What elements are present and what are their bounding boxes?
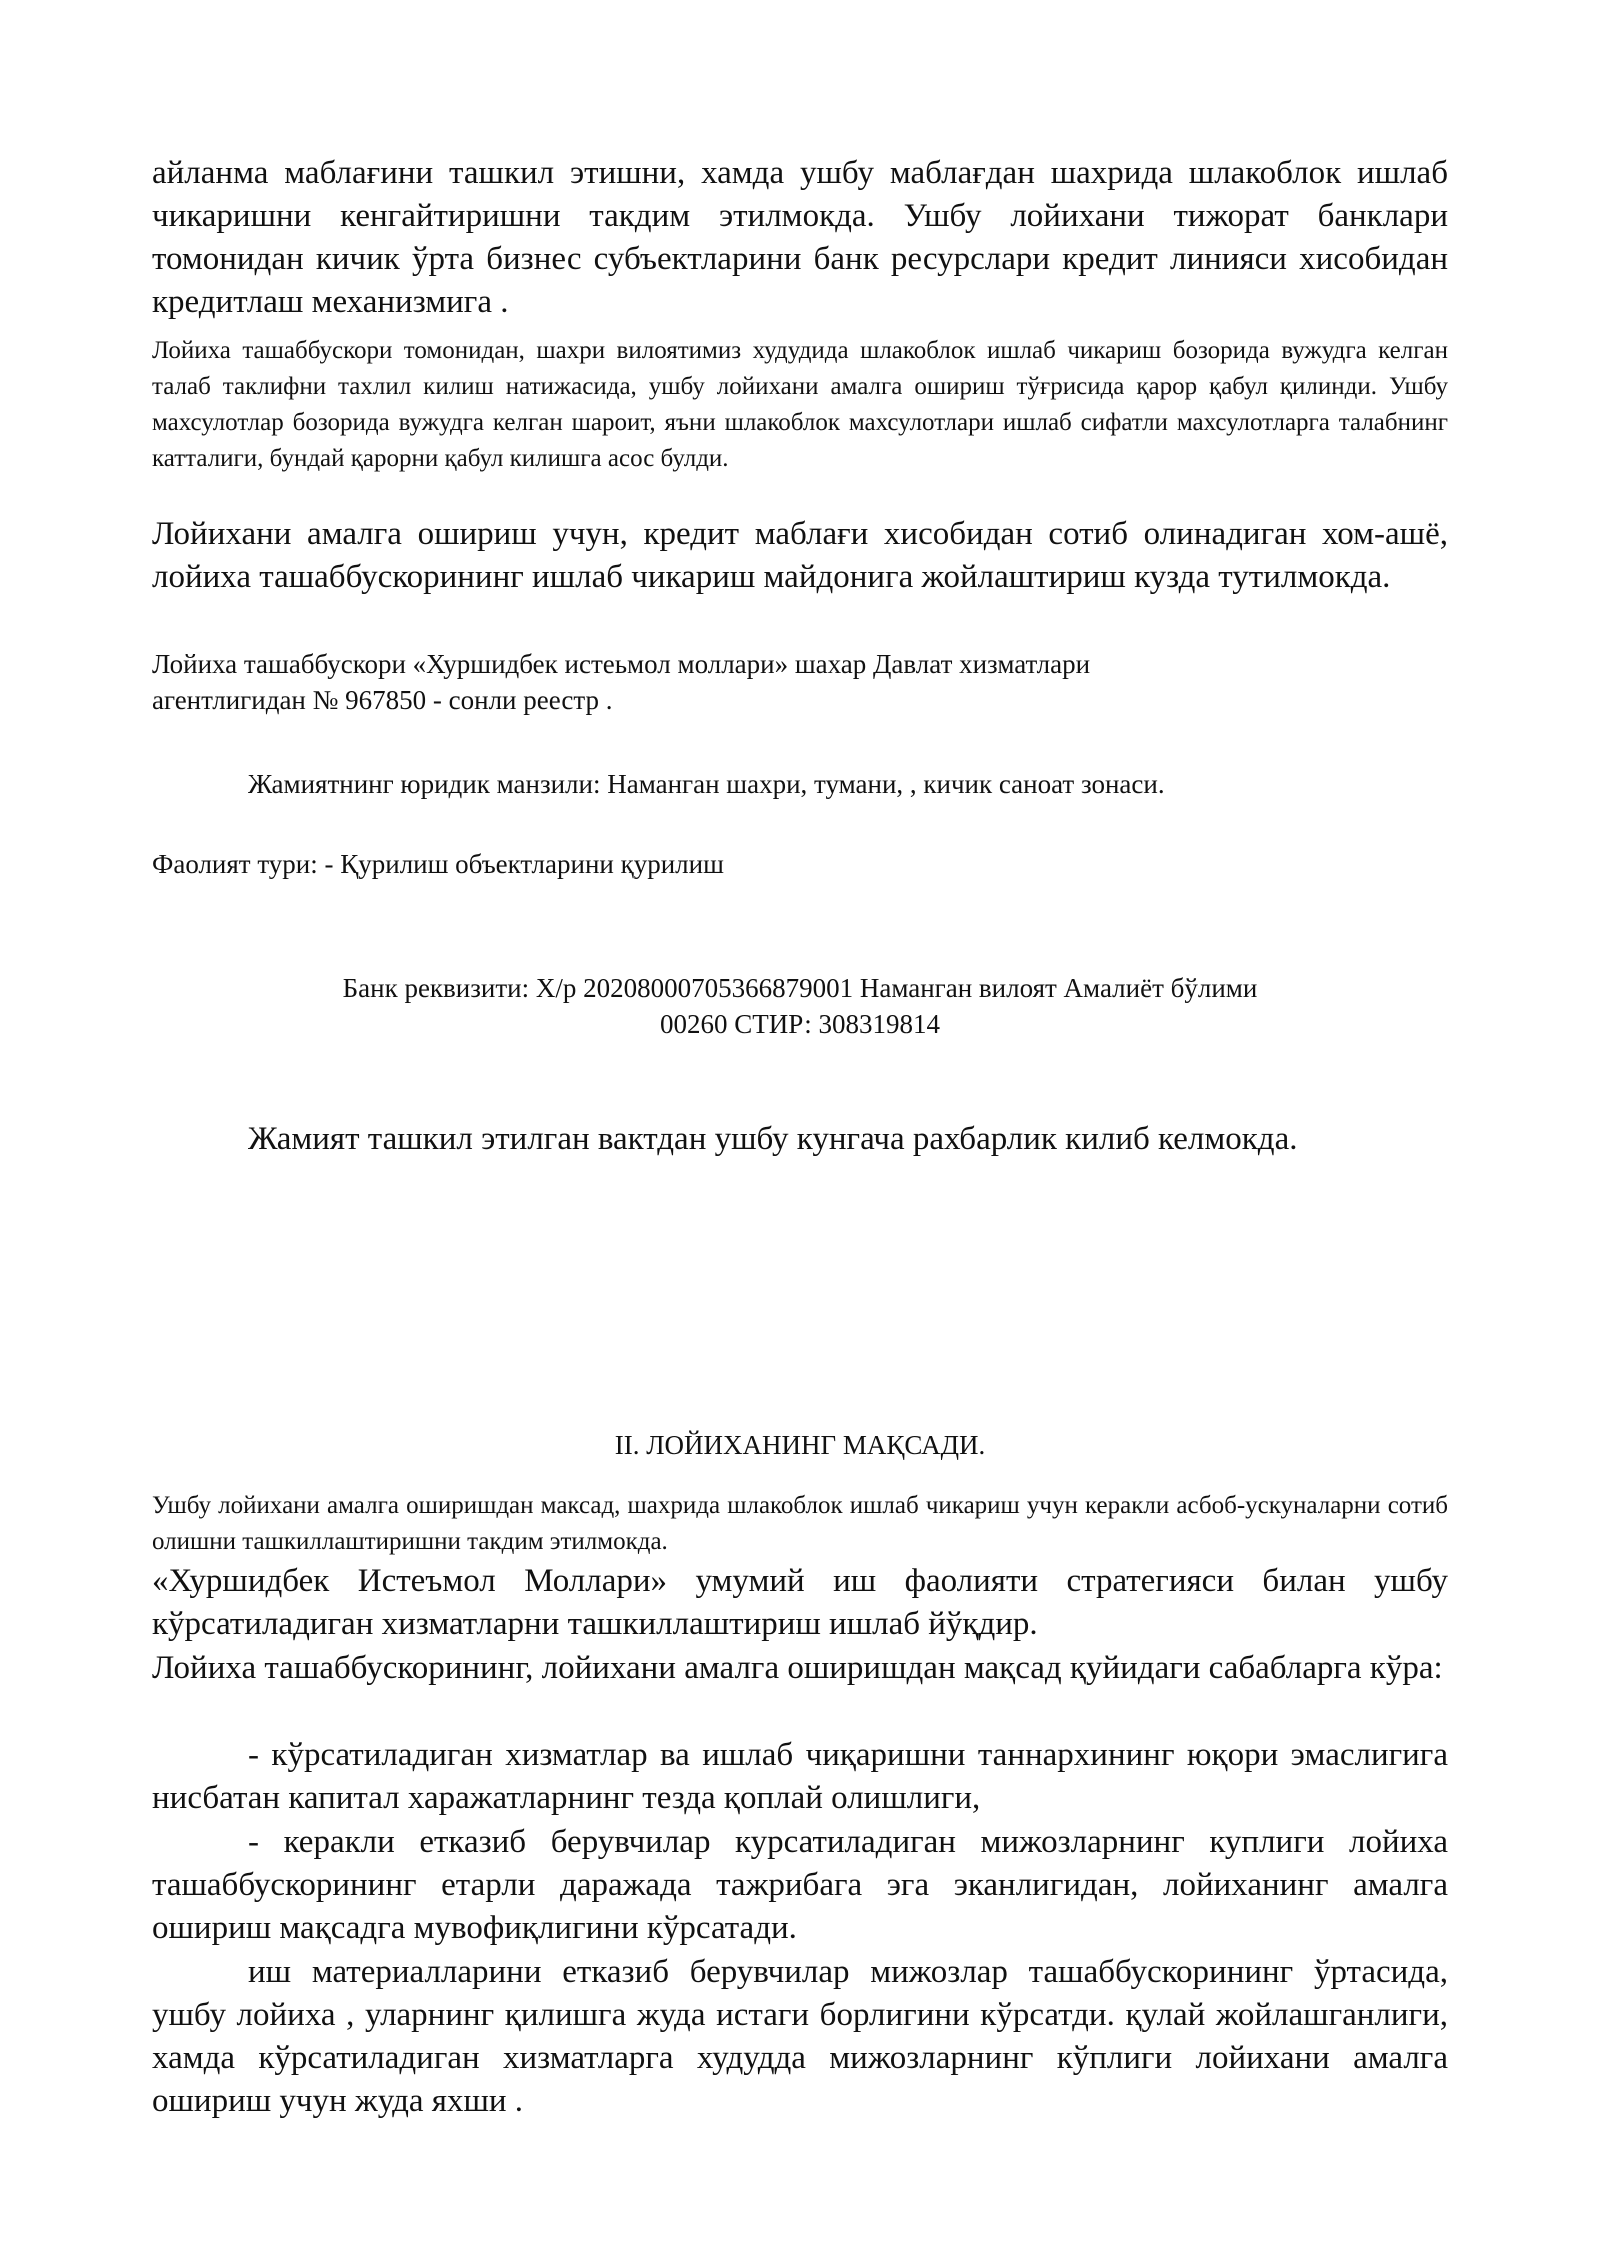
section-heading: II. ЛОЙИХАНИНГ МАҚСАДИ. <box>614 1430 986 1460</box>
paragraph-goal: Ушбу лойихани амалга оширишдан максад, шахрида шлакоблок ишлаб чикариш учун керакли асбоб-ускуналарни сотиб олишни ташкиллаштиришни такдим этилмокда. <box>152 1492 1448 1555</box>
paragraph-decision: Лойиха ташаббускори томонидан, шахри вилоятимиз худудида шлакоблок ишлаб чикариш бозорида вужудга келган талаб таклифни тахлил килиш натижасида, ушбу лойихани амалга ошириш тўғрисида қарор қабул қилинди. Ушбу махсулотлар бозорида вужудга келган шароит, яъни шлакоблок махсулотлари ишлаб сифатли махсулотларга талабнинг катталиги, бундай қарорни қабул килишга асос булди. <box>152 337 1448 472</box>
paragraph-reason-2: - керакли етказиб берувчилар курсатиладиган мижозларнинг куплиги лойиха ташаббускорининг етарли даражада тажрибага эга эканлигидан, лойиханинг амалга ошириш мақсадга мувофиқлигини кўрсатади. <box>152 1824 1448 1946</box>
paragraph-suppliers: иш материалларини етказиб берувчилар мижозлар ташаббускорининг ўртасида, ушбу лойиха , уларнинг қилишга жуда истаги борлигини кўрсатди. қулай жойлашганлиги, хамда кўрсатиладиган хизматларга худудда мижозларнинг кўплиги лойихани амалга ошириш учун жуда яхши . <box>152 1954 1448 2119</box>
paragraph-management: Жамият ташкил этилган вактдан ушбу кунгача рахбарлик килиб келмокда. <box>248 1121 1298 1157</box>
paragraph-reasons: Лойиха ташаббускорининг, лойихани амалга оширишдан мақсад қуйидаги сабабларга кўра: <box>152 1650 1443 1686</box>
registry-line-2: агентлигидан № 967850 - сонли реестр . <box>152 685 613 715</box>
paragraph-registry <box>152 646 1448 718</box>
paragraph-working-capital: айланма маблағини ташкил этишни, хамда ушбу маблағдан шахрида шлакоблок ишлаб чикаришни кенгайтиришни такдим этилмокда. Ушбу лойихани тижорат банклари томонидан кичик ўрта бизнес субъектларини банк ресурслари кредит линияси хисобидан кредитлаш механизмига . <box>152 155 1448 320</box>
paragraph-strategy: «Хуршидбек Истеъмол Моллари» умумий иш фаолияти стратегияси билан ушбу кўрсатиладиган хизматларни ташкиллаштириш ишлаб йўқдир. <box>152 1563 1448 1642</box>
bank-details-line-2: 00260 СТИР: 308319814 <box>659 1009 941 1039</box>
paragraph-raw-materials: Лойихани амалга ошириш учун, кредит маблағи хисобидан сотиб олинадиган хом-ашё, лойиха ташаббускорининг ишлаб чикариш майдонига жойлаштириш кузда тутилмокда. <box>152 516 1448 595</box>
bank-details-line-1: Банк реквизити: Х/р 20208000705366879001 Наманган вилоят Амалиёт бўлими <box>342 973 1258 1003</box>
bank-details <box>152 970 1448 1042</box>
legal-address: Жамиятнинг юридик манзили: Наманган шахри, тумани, , кичик саноат зонаси. <box>248 769 1165 799</box>
paragraph-reason-1: - кўрсатиладиган хизматлар ва ишлаб чиқаришни таннархининг юқори эмаслигига нисбатан капитал харажатларнинг тезда қоплай олишлиги, <box>152 1737 1448 1816</box>
activity-type: Фаолият тури: - Қурилиш объектларини қурилиш <box>152 849 724 879</box>
registry-line-1: Лойиха ташаббускори «Хуршидбек истеьмол моллари» шахар Давлат хизматлари <box>152 649 1091 679</box>
